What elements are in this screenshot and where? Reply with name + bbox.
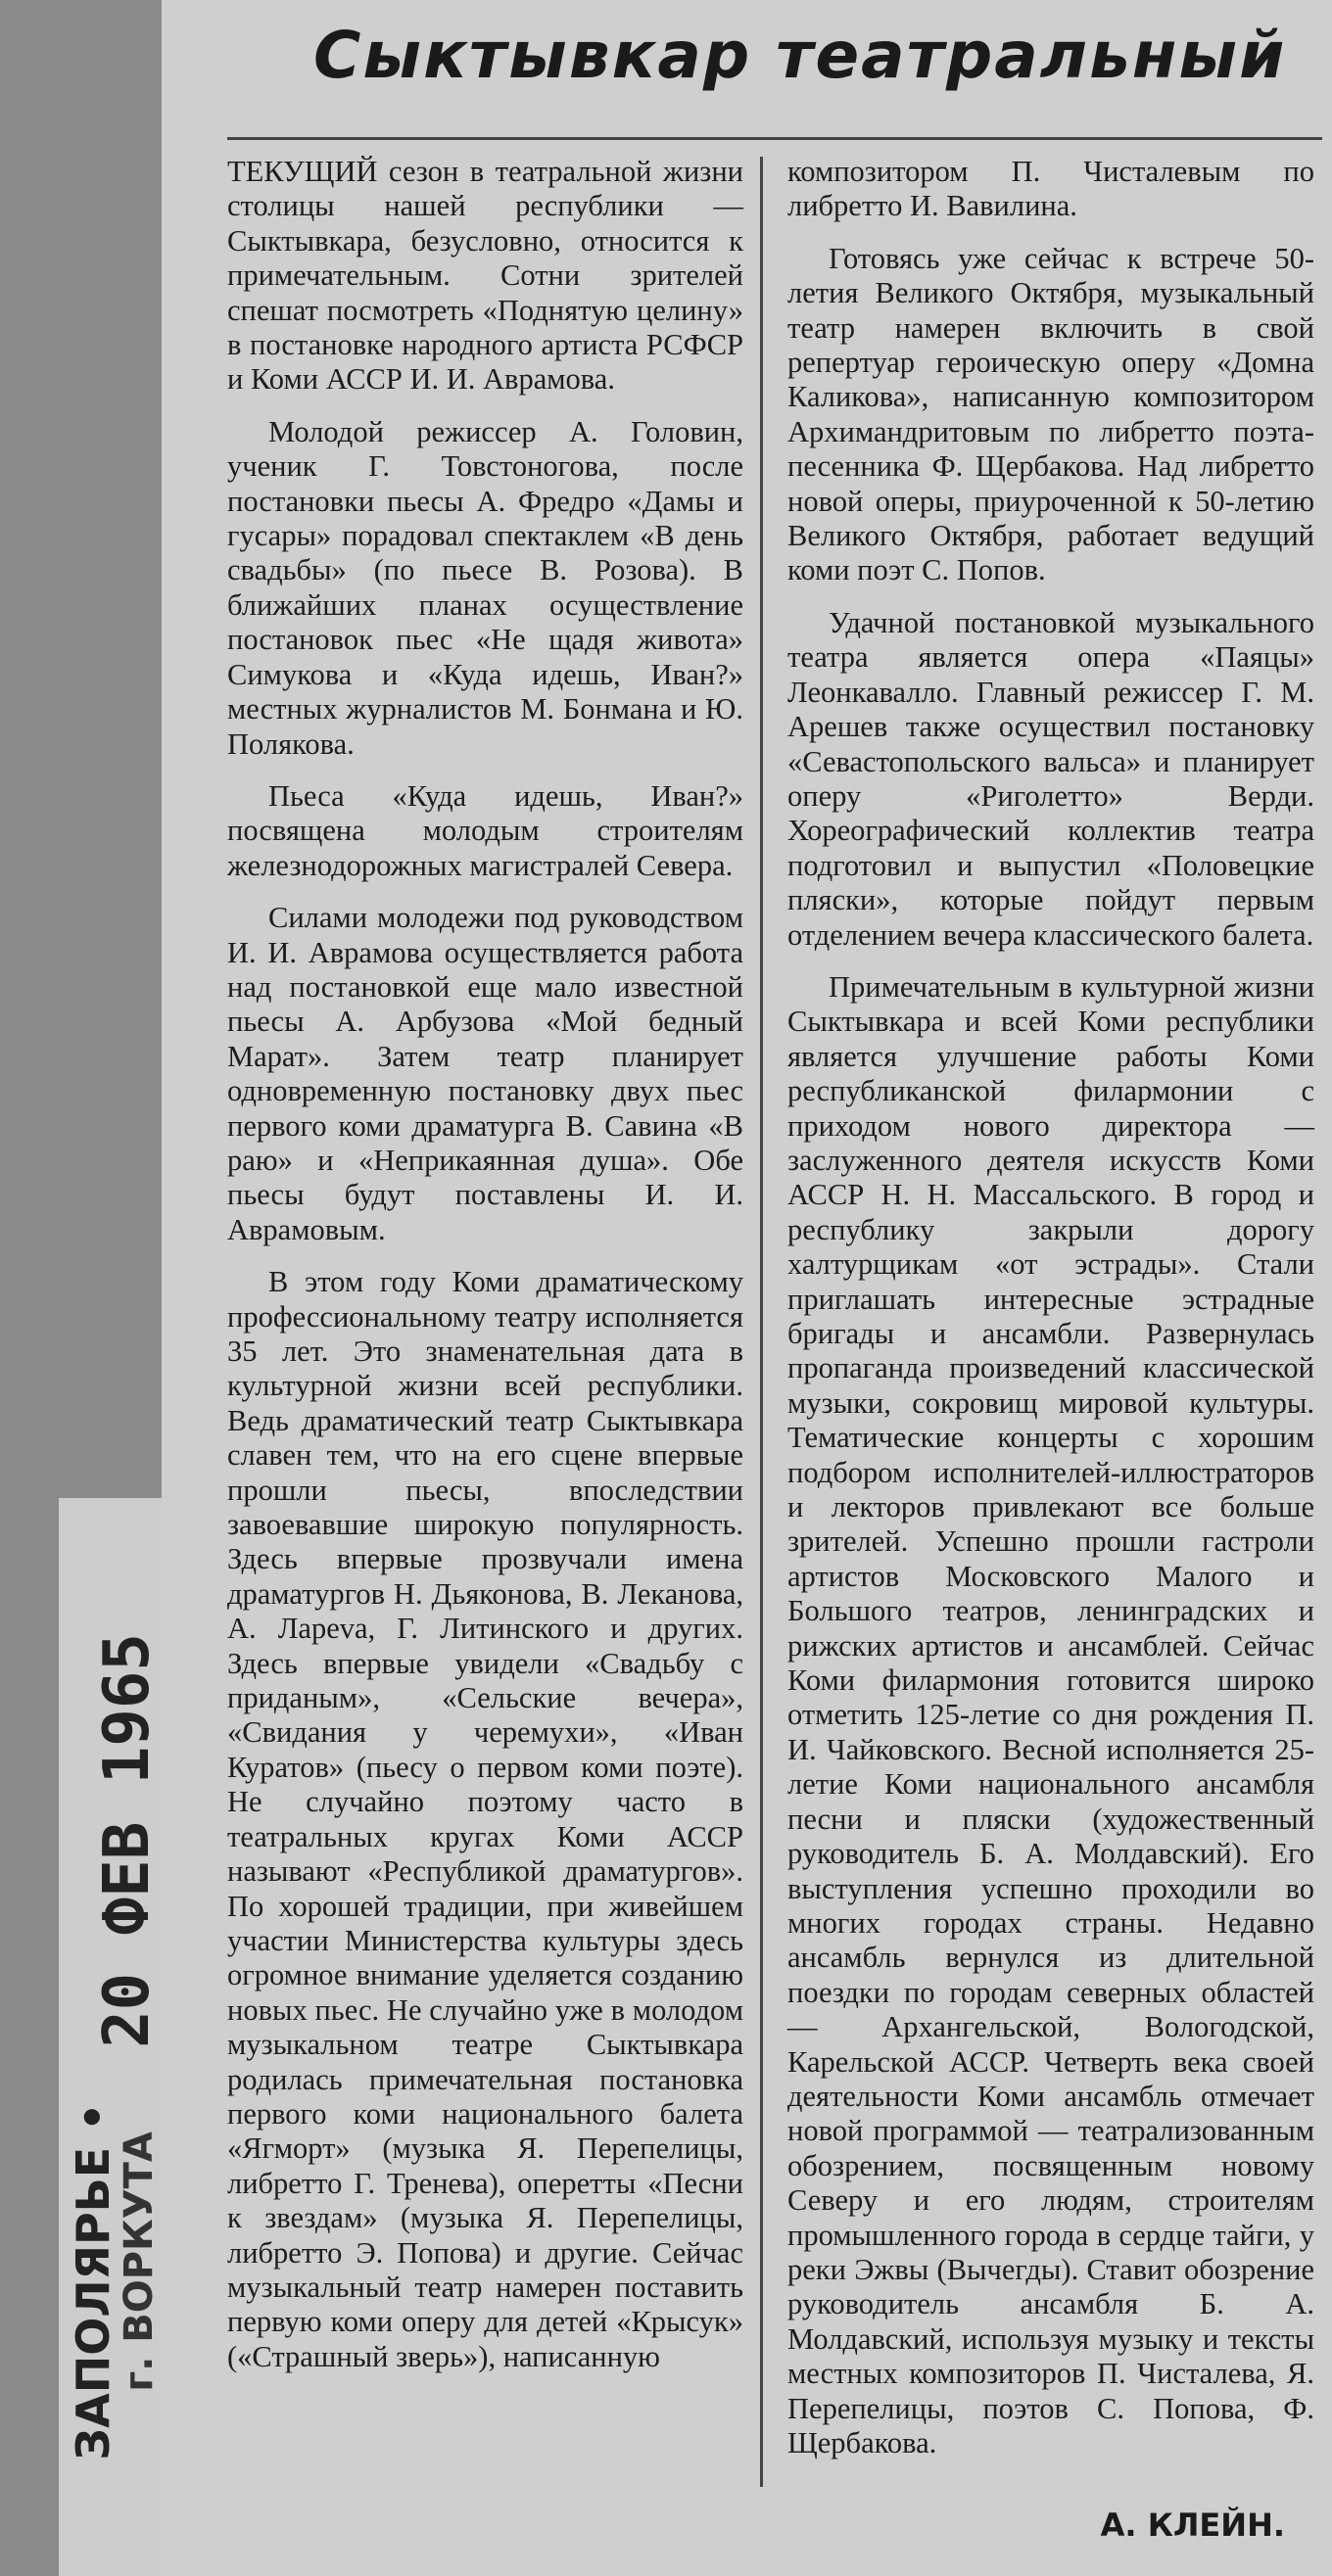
article-paragraph: композитором П. Чисталевым по либретто И. Вавилина. <box>787 155 1314 223</box>
article-paragraph: Примечательным в культурной жизни Сыктывкара и всей Коми республики является улучшение работы Коми республиканской филармонии с приходом нового директора — заслуженного деятеля искусств Коми АССР Н. Н. Массальского. В город и республику закрыли дорогу халтурщикам «от эстрады». Стали приглашать интересные эстрадные бригады и ансамбли. Развернулась пропаганда произведений классической музыки, сокровищ мировой культуры. Тематические концерты с хорошим подбором исполнителей-иллюстраторов и лекторов привлекают все больше зрителей. Успешно прошли гастроли артистов Московского Малого и Большого театров, ленинградских и рижских артистов и ансамблей. Сейчас Коми филармония готовится широко отметить 125-летие со дня рождения П. И. Чайковского. Весной исполняется 25-летие Коми национального ансамбля песни и пляски (художественный руководитель Б. А. Молдавский). Его выступления успешно проходили во многих городах страны. Недавно ансамбль вернулся из длительной поездки по городам северных областей — Архангельской, Вологодской, Карельской АССР. Четверть века своей деятельности Коми ансамбль отмечает новой программой — театрализованным обозрением, посвященным новому Северу и его людям, строителям промышленного города в сердце тайги, у реки Эжвы (Вычегды). Ставит обозрение руководитель ансамбля Б. А. Молдавский, используя музыку и тексты местных композиторов П. Чисталева, Я. Перепелицы, поэтов С. Попова, Ф. Щербакова. <box>787 969 1314 2459</box>
article-paragraph: Пьеса «Куда идешь, Иван?» посвящена молодым строителям железнодорожных магистралей Севера. <box>227 778 743 882</box>
article-column-right <box>787 155 1314 2478</box>
article-paragraph: Молодой режиссер А. Головин, ученик Г. Товстоногова, после постановки пьесы А. Фредро «Дамы и гусары» порадовал спектаклем «В день свадьбы» (по пьесе В. Розова). В ближайших планах осуществление постановок пьес «Не щадя живота» Симукова и «Куда идешь, Иван?» местных журналистов М. Бонмана и Ю. Полякова. <box>227 414 743 761</box>
stamp-date: 20 ФЕВ 1965 <box>91 1633 164 2048</box>
article-paragraph: ТЕКУЩИЙ сезон в театральной жизни столицы нашей республики — Сыктывкара, безусловно, относится к примечательным. Сотни зрителей спешат посмотреть «Поднятую целину» в постановке народного артиста РСФСР и Коми АССР И. И. Аврамова. <box>227 155 743 397</box>
article-title: Сыктывкар театральный <box>313 18 1287 93</box>
article-paragraph: Силами молодежи под руководством И. И. Аврамова осуществляется работа над постановкой еще мало известной пьесы А. Арбузова «Мой бедный Марат». Затем театр планирует одновременную постановку двух пьес первого коми драматурга В. Савина «В раю» и «Неприкаянная душа». Обе пьесы будут поставлены И. И. Аврамовым. <box>227 901 743 1246</box>
title-rule <box>227 137 1322 140</box>
article-paragraph: Готовясь уже сейчас к встрече 50-летия Великого Октября, музыкальный театр намерен включить в свой репертуар героическую оперу «Домна Каликова», написанную композитором Архимандритовым по либретто поэта-песенника Ф. Щербакова. Над либретто новой оперы, приуроченной к 50-летию Великого Октября, работает ведущий коми поэт С. Попов. <box>787 241 1314 587</box>
column-divider <box>760 157 763 2487</box>
article-paragraph: Удачной постановкой музыкального театра является опера «Паяцы» Леонкавалло. Главный режиссер Г. М. Арешев также осуществил постановку «Севастопольского вальса» и планирует оперу «Риголетто» Верди. Хореографический коллектив театра подготовил и выпустил «Половецкие пляски», которые пойдут первым отделением вечера классического балета. <box>787 605 1314 952</box>
article-paragraph: В этом году Коми драматическому профессиональному театру исполняется 35 лет. Это знаменательная дата в культурной жизни всей республики. Ведь драматический театр Сыктывкара славен тем, что на его сцене впервые прошли пьесы, впоследствии завоевавшие широкую популярность. Здесь впервые прозвучали имена драматургов Н. Дьяконова, В. Леканова, А. Лареva, Г. Литинского и других. Здесь впервые увидели «Свадьбу с приданым», «Сельские вечера», «Свидания у черемухи», «Иван Куратов» (пьесу о первом коми поэте). Не случайно поэтому часто в театральных кругах Коми АССР называют «Республикой драматургов». По хорошей традиции, при живейшем участии Министерства культуры здесь огромное внимание уделяется созданию новых пьес. Не случайно уже в молодом музыкальном театре Сыктывкара родилась примечательная постановка первого коми национального балета «Ягморт» (музыка Я. Перепелицы, либретто Г. Тренева), оперетты «Песни к звездам» (музыка Я. Перепелицы, либретто Э. Попова) и другие. Сейчас музыкальный театр намерен поставить первую коми оперу для детей «Крысук» («Страшный зверь»), написанную <box>227 1265 743 2373</box>
article-column-left <box>227 155 743 2392</box>
stamp-newspaper-name: ЗАПОЛЯРЬЕ • <box>67 2102 119 2460</box>
stamp-city: г. ВОРКУТА <box>117 2131 162 2392</box>
author-signature: А. КЛЕЙН. <box>1100 2506 1285 2544</box>
